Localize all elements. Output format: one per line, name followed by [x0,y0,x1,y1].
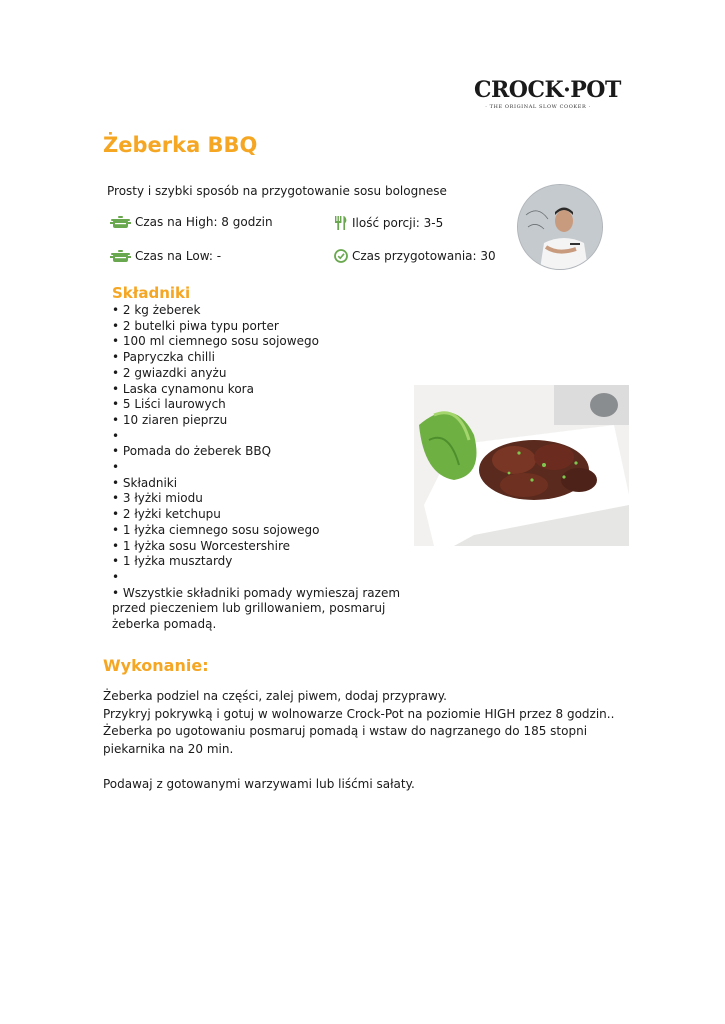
list-item: • Papryczka chilli [112,350,215,365]
list-item: • 2 kg żeberek [112,303,201,317]
list-item: • 100 ml ciemnego sosu sojowego [112,334,319,349]
portions-text: Ilość porcji: 3-5 [352,216,444,230]
method-line: Żeberka po ugotowaniu posmaruj pomadą i wstaw do nagrzanego do 185 stopni [103,724,588,738]
list-item: • Pomada do żeberek BBQ [112,444,272,459]
logo-text: CROCK·POT [474,77,621,103]
list-item: • 1 łyżka ciemnego sosu sojowego [112,522,320,537]
list-item: • 1 łyżka musztardy [112,554,233,569]
prep-time [334,249,496,263]
high-time-text: Czas na High: 8 godzin [135,215,273,229]
list-item: • 2 gwiazdki anyżu [112,365,227,380]
recipe-intro: Prosty i szybki sposób na przygotowanie sosu bolognese [107,184,447,198]
method-line: Przykryj pokrywką i gotuj w wolnowarze Crock-Pot na poziomie HIGH przez 8 godzin.. [103,706,615,721]
list-item: przed pieczeniem lub grillowaniem, posmaruj [112,601,386,616]
prep-time-text: Czas przygotowania: 30 [352,249,496,263]
ingredients-list [112,303,412,633]
serving-line: Podawaj z gotowanymi warzywami lub liśćmi sałaty. [103,776,415,791]
method-line: Żeberka podziel na części, zalej piwem, dodaj przyprawy. [103,689,447,703]
portions [334,215,443,231]
low-time [110,249,221,263]
list-item: żeberka pomadą. [112,617,217,632]
crock-pot-logo [474,77,621,118]
clock-icon [334,249,348,263]
low-time-text: Czas na Low: - [135,249,222,263]
pot-icon [110,249,131,263]
list-item: • [112,569,120,584]
chef-avatar [517,184,603,270]
recipe-title: Żeberka BBQ [103,133,258,157]
pot-icon [110,215,131,229]
list-item: • [112,460,120,475]
list-item: • Wszystkie składniki pomady wymieszaj razem [112,585,401,600]
list-item: • 3 łyżki miodu [112,491,203,506]
list-item: • 10 ziaren pieprzu [112,412,228,427]
list-item: • Składniki [112,475,178,490]
method-text [103,688,623,793]
method-line: piekarnika na 20 min. [103,741,234,756]
logo-tagline: · THE ORIGINAL SLOW COOKER · [485,104,591,110]
food-photo [414,385,629,546]
list-item: • 5 Liści laurowych [112,397,226,412]
list-item: • 2 butelki piwa typu porter [112,318,279,333]
method-heading: Wykonanie: [103,656,209,675]
list-item: • Laska cynamonu kora [112,381,254,396]
ingredients-heading: Składniki [112,284,191,302]
list-item: • 2 łyżki ketchupu [112,507,221,522]
high-time [110,215,273,229]
list-item: • [112,428,120,443]
list-item: • 1 łyżka sosu Worcestershire [112,538,290,553]
cutlery-icon [334,215,348,231]
